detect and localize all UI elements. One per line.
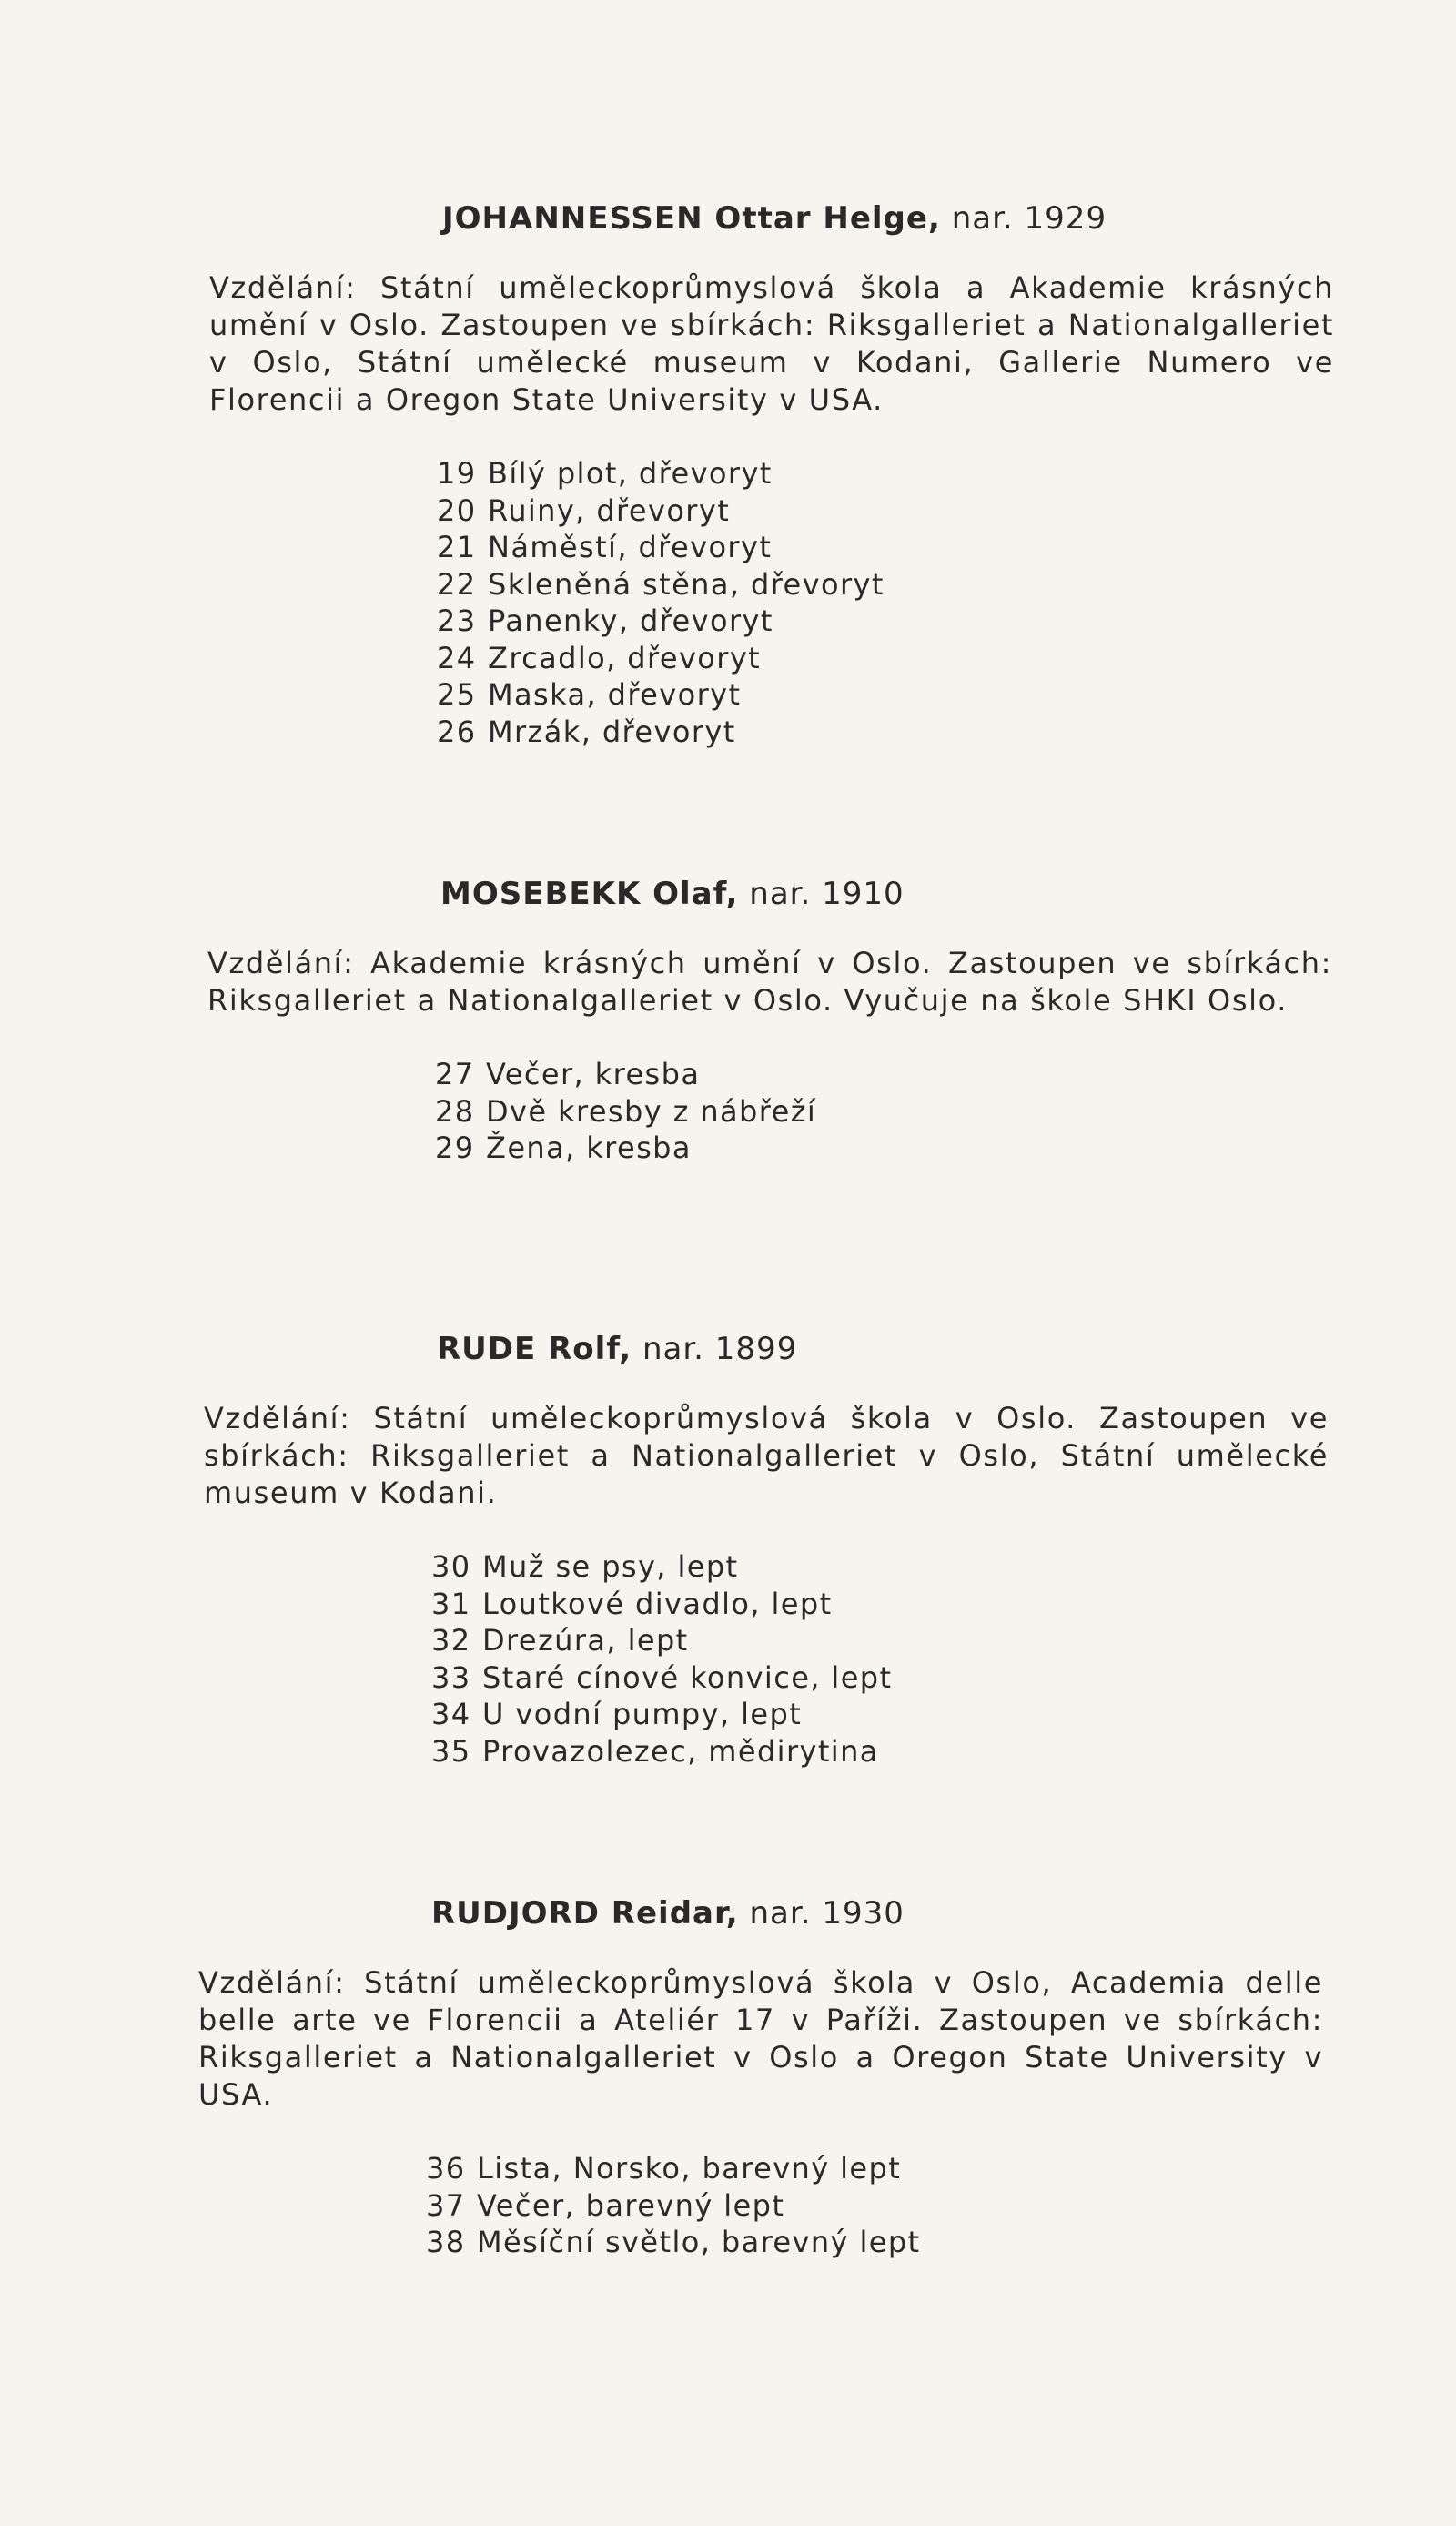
work-number: 28 [435,1093,475,1129]
work-item [437,566,1334,604]
work-title: Náměstí, dřevoryt [488,530,773,564]
work-number: 19 [437,456,477,491]
work-title: Bílý plot, dřevoryt [488,456,773,491]
work-item [435,1130,1332,1167]
work-number: 30 [431,1549,471,1584]
work-title: Loutkové divadlo, lept [482,1586,833,1621]
work-title: Panenky, dřevoryt [488,604,774,638]
work-item [437,640,1334,677]
works-list [426,2150,1323,2261]
artist-entry [198,1895,1323,2261]
work-number: 27 [435,1057,475,1091]
work-number: 32 [431,1623,471,1658]
work-item [437,603,1334,640]
work-title: U vodní pumpy, lept [482,1697,803,1731]
artist-name: RUDJORD Reidar, [431,1895,739,1932]
artist-heading [442,200,1334,237]
work-item [435,1056,1332,1093]
work-title: Maska, dřevoryt [488,677,742,712]
work-number: 33 [431,1659,471,1695]
work-item [431,1733,1329,1770]
work-title: Dvě kresby z nábřeží [486,1093,817,1129]
work-item [431,1622,1329,1659]
work-title: Žena, kresba [486,1131,692,1165]
works-list [435,1056,1332,1167]
work-title: Večer, barevný lept [477,2187,785,2223]
work-number: 21 [437,530,477,564]
work-number: 20 [437,492,477,528]
work-item [437,676,1334,714]
artist-birth: nar. 1929 [951,200,1107,237]
work-title: Ruiny, dřevoryt [488,492,731,528]
work-number: 37 [426,2187,466,2223]
work-number: 36 [426,2151,466,2186]
work-item [437,714,1334,751]
work-title: Lista, Norsko, barevný lept [477,2151,902,2186]
artist-name: MOSEBEKK Olaf, [440,876,739,912]
work-item [437,492,1334,530]
work-item [431,1586,1329,1623]
artist-bio: Vzdělání: Státní uměleckoprůmyslová škola v Oslo. Zastoupen ve sbírkách: Riksgalleriet a Nationalgalleriet v Oslo, Státní umělecké museum v Kodani. [204,1401,1329,1510]
work-title: Večer, kresba [486,1057,701,1091]
artist-entry [204,1331,1329,1770]
artist-entry [207,876,1332,1167]
works-list [431,1548,1329,1770]
artist-heading [440,876,1332,912]
work-item [426,2224,1323,2261]
artist-entry [209,200,1334,750]
artist-heading [437,1331,1329,1367]
work-number: 23 [437,604,477,638]
work-item [435,1093,1332,1131]
work-title: Skleněná stěna, dřevoryt [488,566,885,602]
work-number: 38 [426,2225,466,2259]
artist-bio: Vzdělání: Akademie krásných umění v Oslo. Zastoupen ve sbírkách: Riksgalleriet a Nationalgalleriet v Oslo. Vyučuje na škole SHKI Oslo. [207,946,1332,1018]
work-title: Provazolezec, mědirytina [482,1733,879,1769]
work-title: Mrzák, dřevoryt [488,714,736,749]
work-number: 24 [437,640,477,675]
work-number: 34 [431,1697,471,1731]
work-title: Drezúra, lept [482,1623,689,1658]
artist-heading [431,1895,1323,1932]
work-title: Muž se psy, lept [482,1549,739,1584]
work-item [431,1696,1329,1733]
work-title: Zrcadlo, dřevoryt [488,640,762,675]
work-number: 25 [437,677,477,712]
work-item [431,1659,1329,1697]
work-title: Staré cínové konvice, lept [482,1659,893,1695]
work-number: 26 [437,714,477,749]
artist-bio: Vzdělání: Státní uměleckoprůmyslová škola v Oslo, Academia delle belle arte ve Florencii a Ateliér 17 v Paříži. Zastoupen ve sbírkách: Riksgalleriet a Nationalgalleriet v Oslo a Oregon State University v USA. [198,1965,1323,2112]
work-title: Měsíční světlo, barevný lept [477,2225,921,2259]
work-number: 31 [431,1586,471,1621]
artist-name: JOHANNESSEN Ottar Helge, [442,200,941,237]
work-item [431,1548,1329,1586]
artist-birth: nar. 1899 [642,1331,798,1367]
work-number: 35 [431,1733,471,1769]
artist-birth: nar. 1910 [749,876,905,912]
work-item [437,455,1334,492]
artist-bio: Vzdělání: Státní uměleckoprůmyslová škola a Akademie krásných umění v Oslo. Zastoupen ve sbírkách: Riksgalleriet a Nationalgalleriet v Oslo, Státní umělecké museum v Kodani, Gallerie Numero ve Florencii a Oregon State University v USA. [209,270,1334,417]
work-item [426,2187,1323,2225]
artist-birth: nar. 1930 [749,1895,905,1932]
artist-name: RUDE Rolf, [437,1331,632,1367]
work-item [437,529,1334,566]
works-list [437,455,1334,750]
work-number: 22 [437,566,477,602]
work-item [426,2150,1323,2187]
work-number: 29 [435,1131,475,1165]
